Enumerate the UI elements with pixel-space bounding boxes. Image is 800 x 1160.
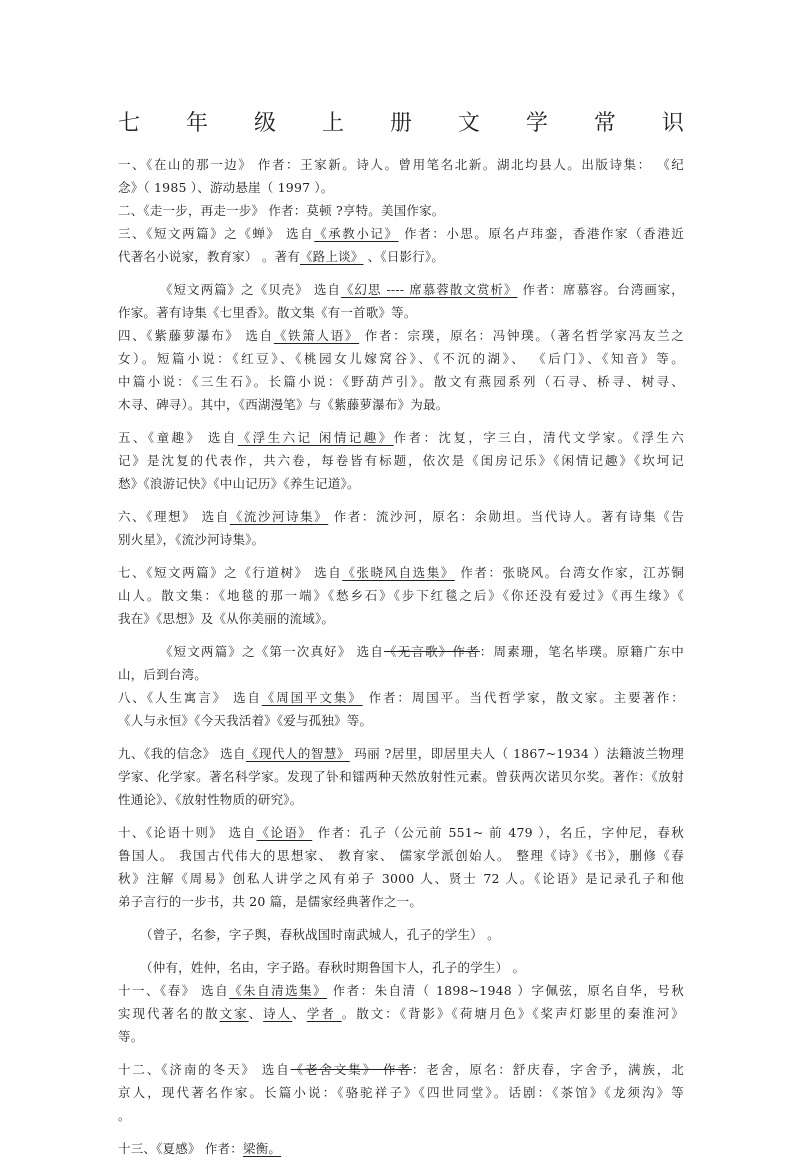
entry-line bbox=[118, 1002, 684, 1025]
entry-text: 作者：沈复，字三白，清代文学家。《浮生六 bbox=[393, 430, 684, 445]
source-title: 《铁箫人语》 bbox=[273, 328, 360, 343]
entry-7 bbox=[118, 561, 684, 630]
title-char: 文 bbox=[457, 111, 480, 136]
entry-text: 七、《短文两篇》之《行道树》 选自 bbox=[118, 565, 343, 580]
entry-12 bbox=[118, 1058, 684, 1127]
entry-13 bbox=[118, 1137, 684, 1160]
entry-2 bbox=[118, 199, 684, 222]
entry-line bbox=[118, 979, 684, 1002]
entry-line: 一、《在山的那一边》 作者：王家新。诗人。曾用笔名北新。湖北均县人。出版诗集： 《纪 bbox=[118, 157, 684, 172]
underlined-text: 学者 bbox=[306, 1006, 342, 1021]
title-char: 常 bbox=[593, 111, 616, 136]
entry-6 bbox=[118, 505, 684, 551]
entry-line: 。 bbox=[118, 1108, 131, 1123]
source-title: 《浮生六记 闲情记趣》 bbox=[237, 430, 394, 445]
source-title: 《流沙河诗集》 bbox=[229, 509, 329, 524]
work-title: 《路上谈》 bbox=[299, 249, 364, 264]
entry-text: 八、《人生寓言》 选自 bbox=[118, 690, 262, 705]
entry-text: 玛丽 ?居里，即居里夫人（ 1867~1934 ）法籍波兰物理 bbox=[349, 746, 685, 761]
entry-line: 二、《走一步，再走一步》 作者：莫顿 ?亨特。美国作家。 bbox=[118, 203, 445, 218]
entry-text: ：周素珊，笔名毕璞。原籍广东中 bbox=[479, 644, 685, 659]
entry-line: 木寻、碑寻）。其中，《西湖漫笔》与《紫藤萝瀑布》为最。 bbox=[118, 397, 449, 412]
entry-line: 《人与永恒》《今天我活着》《爱与孤独》等。 bbox=[118, 713, 373, 728]
entry-line: 作家。著有诗集《七里香》。散文集《有一首歌》等。 bbox=[118, 305, 417, 320]
entry-line: 记》是沈复的代表作，共六卷，每卷皆有标题，依次是《闺房记乐》《闲情记趣》《坎坷记 bbox=[118, 453, 684, 468]
source-title: 《幻思 ---- 席慕蓉散文赏析》 bbox=[340, 282, 518, 297]
entry-text: 六、《理想》 选自 bbox=[118, 509, 230, 524]
entry-text: 作者：宗璞，原名：冯钟璞。（著名哲学家冯友兰之 bbox=[359, 328, 684, 343]
entry-text: 实现代著名的散 bbox=[118, 1006, 220, 1021]
entry-text: 十一、《春》 选自 bbox=[118, 983, 230, 998]
source-title: 《承教小记》 bbox=[314, 226, 399, 241]
entry-line bbox=[118, 1137, 684, 1160]
entry-line: 性通论》、《放射性物质的研究》。 bbox=[118, 792, 303, 807]
entry-line: 等。 bbox=[118, 1029, 144, 1044]
source-title: 《无言歌》作者 bbox=[384, 644, 480, 659]
source-title: 《现代人的智慧》 bbox=[245, 746, 350, 761]
entry-text: 《短文两篇》之《第一次真好》 选自 bbox=[160, 644, 385, 659]
entry-text: 代著名小说家，教育家） 。著有 bbox=[118, 249, 300, 264]
note-zilu bbox=[118, 956, 684, 979]
entry-8 bbox=[118, 686, 684, 732]
entry-1 bbox=[118, 153, 684, 199]
entry-line bbox=[118, 222, 684, 245]
entry-line: （仲有，姓仲，名由，字子路。春秋时期鲁国卞人，孔子的学生） 。 bbox=[140, 960, 526, 975]
entry-9 bbox=[118, 742, 684, 811]
title-char: 年 bbox=[185, 111, 208, 136]
entry-line bbox=[118, 561, 684, 584]
title-char: 级 bbox=[253, 111, 276, 136]
entry-line bbox=[118, 505, 684, 528]
entry-text: 作者：席慕容。台湾画家， bbox=[517, 282, 684, 297]
underlined-text: 文家 bbox=[219, 1006, 249, 1021]
entry-text: 九、《我的信念》 选自 bbox=[118, 746, 246, 761]
entry-text: 作者：朱自清（ 1898~1948 ）字佩弦，原名自华，号秋 bbox=[327, 983, 684, 998]
entry-line: 弟子言行的一步书，共 20 篇，是儒家经典著作之一。 bbox=[118, 894, 423, 909]
entry-line: （曾子，名参，字子舆，春秋战国时南武城人，孔子的学生） 。 bbox=[140, 927, 500, 942]
entry-text: 十三、《夏感》 作者： bbox=[118, 1141, 243, 1156]
entry-line: 我在》《思想》及《从你美丽的流域》。 bbox=[118, 611, 335, 626]
entry-text: 《短文两篇》之《贝壳》 选自 bbox=[160, 282, 341, 297]
entry-text: 。散文：《背影》《荷塘月色》《桨声灯影里的秦淮河》 bbox=[341, 1006, 684, 1021]
entry-text: 五、《童趣》 选自 bbox=[118, 430, 238, 445]
entry-text: 四、《紫藤萝瀑布》 选自 bbox=[118, 328, 274, 343]
entry-line bbox=[118, 1058, 684, 1081]
entry-line: 京人，现代著名作家。长篇小说：《骆驼祥子》《四世同堂》。话剧：《茶馆》《龙须沟》等 bbox=[118, 1085, 684, 1100]
entry-text: 作者：张晓风。台湾女作家，江苏铜 bbox=[454, 565, 685, 580]
entry-line: 鲁国人。 我国古代伟大的思想家、 教育家、 儒家学派创始人。 整理《诗》《书》，删修《春 bbox=[118, 848, 684, 863]
entry-3b bbox=[118, 278, 684, 324]
entry-text: 作者：孔子（公元前 551~ 前 479 ），名丘，字仲尼，春秋 bbox=[312, 825, 684, 840]
entry-line: 中篇小说：《三生石》。长篇小说：《野葫芦引》。散文有燕园系列（石寻、桥寻、树寻、 bbox=[118, 374, 684, 389]
source-title: 《老舍文集》 作者 bbox=[290, 1062, 412, 1077]
entry-5 bbox=[118, 426, 684, 495]
entry-line bbox=[118, 278, 684, 301]
entry-7b bbox=[118, 640, 684, 686]
entry-line bbox=[118, 324, 684, 347]
entry-text: ：老舍，原名：舒庆春，字舍予，满族，北 bbox=[411, 1062, 685, 1077]
underlined-text: 诗人 bbox=[263, 1006, 293, 1021]
entry-line: 女）。短篇小说：《红豆》、《桃园女儿嫁窝谷》、《不沉的湖》、 《后门》、《知音》等。 bbox=[118, 351, 684, 366]
entry-text: 、 bbox=[292, 1006, 307, 1021]
entry-line bbox=[118, 640, 684, 663]
entry-text: 十二、《济南的冬天》 选自 bbox=[118, 1062, 291, 1077]
page-title bbox=[118, 104, 684, 144]
entry-line bbox=[118, 821, 684, 844]
title-char: 七 bbox=[118, 111, 141, 136]
entry-text: 作者：周国平。当代哲学家，散文家。主要著作： bbox=[362, 690, 684, 705]
entry-line bbox=[118, 686, 684, 709]
entry-4 bbox=[118, 324, 684, 416]
title-char: 学 bbox=[525, 111, 548, 136]
source-title: 《论语》 bbox=[256, 825, 313, 840]
document-body bbox=[118, 153, 684, 1160]
entry-line: 别火星》，《流沙河诗集》。 bbox=[118, 532, 265, 547]
entry-line: 念》（ 1985 ）、游动悬崖（ 1997 ）。 bbox=[118, 180, 334, 195]
entry-text: 、《日影行》。 bbox=[363, 249, 445, 264]
note-zengzi bbox=[118, 923, 684, 946]
entry-text: 作者：流沙河，原名：余勋坦。当代诗人。著有诗集《告 bbox=[328, 509, 684, 524]
source-title: 《周国平文集》 bbox=[261, 690, 363, 705]
title-char: 册 bbox=[389, 111, 412, 136]
title-char: 识 bbox=[661, 111, 684, 136]
entry-line: 山，后到台湾。 bbox=[118, 667, 207, 682]
entry-10 bbox=[118, 821, 684, 913]
entry-line bbox=[118, 426, 684, 449]
entry-line: 山人。散文集：《地毯的那一端》《愁乡石》《步下红毯之后》《你还没有爱过》《再生缘》《 bbox=[118, 588, 684, 603]
author-name: 梁衡。 bbox=[242, 1141, 282, 1156]
entry-11 bbox=[118, 979, 684, 1048]
title-char: 上 bbox=[321, 111, 344, 136]
source-title: 《张晓风自选集》 bbox=[342, 565, 455, 580]
entry-text: 、 bbox=[248, 1006, 264, 1021]
entry-text: 十、《论语十则》 选自 bbox=[118, 825, 257, 840]
source-title: 《朱自清选集》 bbox=[229, 983, 328, 998]
entry-line: 学家、化学家。著名科学家。发现了钋和镭两种天然放射性元素。曾获两次诺贝尔奖。著作：《放射 bbox=[118, 769, 684, 784]
entry-text: 三、《短文两篇》之《蝉》 选自 bbox=[118, 226, 315, 241]
entry-text: 作者：小思。原名卢玮銮，香港作家（香港近 bbox=[398, 226, 684, 241]
entry-line: 秋》注解《周易》创私人讲学之风有弟子 3000 人、贤士 72 人。《论语》是记录孔子和他 bbox=[118, 871, 684, 886]
entry-line: 愁》《浪游记快》《中山记历》《养生记道》。 bbox=[118, 476, 360, 491]
entry-3 bbox=[118, 222, 684, 268]
entry-line bbox=[118, 245, 684, 268]
entry-line bbox=[118, 742, 684, 765]
